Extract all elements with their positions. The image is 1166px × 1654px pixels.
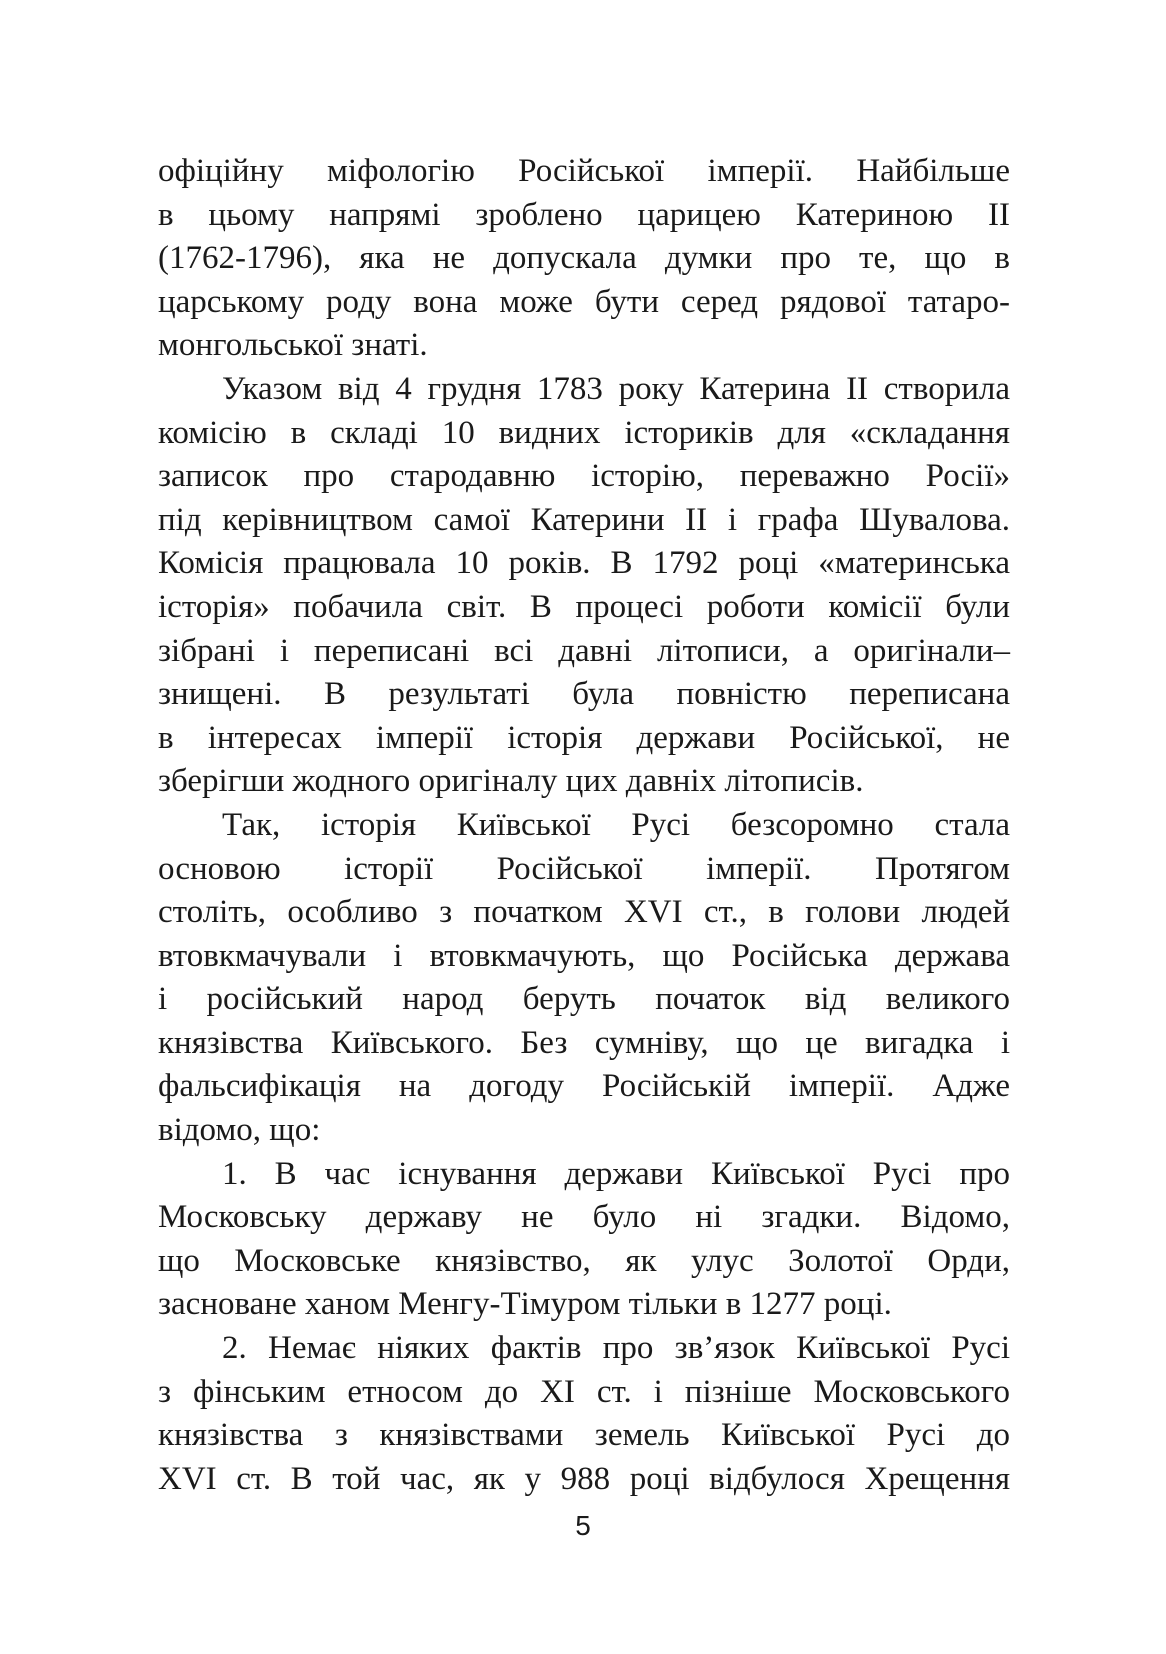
text-line: 1. В час існування держави Київської Русі про: [222, 1155, 1010, 1192]
text-line: 2. Немає ніяких фактів про зв’язок Київської Русі: [222, 1330, 1010, 1367]
text-line: князівства з князівствами земель Київської Русі до: [158, 1417, 1010, 1454]
text-line: Московську державу не було ні згадки. Відомо,: [158, 1199, 1010, 1236]
text-line: з фінським етносом до ХІ ст. і пізніше Московського: [158, 1373, 1010, 1410]
paragraph-1: [158, 150, 1010, 368]
text-line: в інтересах імперії історія держави Російської, не: [158, 719, 1010, 756]
paragraph-2: [158, 368, 1010, 804]
text-line: основою історії Російської імперії. Протягом: [158, 850, 1010, 887]
text-line: і російський народ беруть початок від великого: [158, 981, 1010, 1018]
text-line: історія» побачила світ. В процесі роботи комісії були: [158, 588, 1010, 625]
text-line: монгольської знаті.: [158, 327, 428, 364]
text-line: в цьому напрямі зроблено царицею Катериною ІІ: [158, 196, 1010, 233]
text-line: зберігши жодного оригіналу цих давніх літописів.: [158, 763, 864, 800]
text-line: фальсифікація на догоду Російській імперії. Адже: [158, 1068, 1010, 1105]
text-line: Указом від 4 грудня 1783 року Катерина ІІ створила: [222, 370, 1010, 407]
text-line: Так, історія Київської Русі безсоромно стала: [222, 806, 1010, 843]
text-line: князівства Київського. Без сумніву, що це вигадка і: [158, 1024, 1010, 1061]
text-line: записок про стародавню історію, переважно Росії»: [158, 458, 1010, 495]
text-line: відомо, що:: [158, 1112, 321, 1149]
text-line: що Московське князівство, як улус Золотої Орди,: [158, 1242, 1010, 1279]
text-line: Комісія працювала 10 років. В 1792 році «материнська: [158, 545, 1010, 582]
document-body: [158, 150, 1010, 1501]
paragraph-3: [158, 804, 1010, 1153]
text-line: царському роду вона може бути серед рядової татаро-: [158, 283, 1010, 320]
text-line: офіційну міфологію Російської імперії. Найбільше: [158, 153, 1010, 189]
paragraph-5: [158, 1327, 1010, 1501]
text-line: XVI ст. В той час, як у 988 році відбулося Хрещення: [158, 1460, 1010, 1497]
paragraph-4: [158, 1153, 1010, 1327]
text-line: зібрані і переписані всі давні літописи, а оригінали–: [158, 632, 1010, 669]
text-line: комісію в складі 10 видних істориків для «складання: [158, 414, 1010, 451]
text-line: (1762-1796), яка не допускала думки про те, що в: [158, 240, 1010, 277]
text-line: століть, особливо з початком XVI ст., в голови людей: [158, 894, 1010, 931]
page-number: 5: [575, 1510, 591, 1541]
text-line: знищені. В результаті була повністю переписана: [158, 676, 1010, 713]
text-line: втовкмачували і втовкмачують, що Російська держава: [158, 937, 1010, 974]
text-line: під керівництвом самої Катерини ІІ і графа Шувалова.: [158, 501, 1010, 538]
text-line: засноване ханом Менгу-Тімуром тільки в 1277 році.: [158, 1286, 892, 1323]
